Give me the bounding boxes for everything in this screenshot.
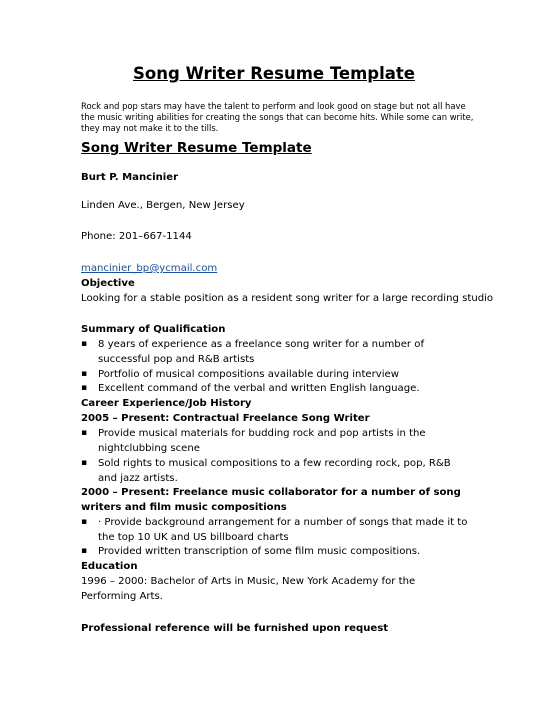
list-item: ▪ Portfolio of musical compositions available during interview (81, 369, 400, 380)
education-text: 1996 – 2000: Bachelor of Arts in Music, New York Academy for the Performing Arts. (81, 576, 416, 602)
phone: Phone: 201–667-1144 (81, 231, 192, 242)
candidate-name: Burt P. Mancinier (81, 172, 179, 183)
list-item: ▪ Provided written transcription of some film music compositions. (81, 546, 421, 557)
list-item: ▪ Provide musical materials for budding rock and pop artists in the nightclubbing scene (81, 428, 426, 454)
job-title: 2000 – Present: Freelance music collaborator for a number of song (81, 487, 461, 498)
intro-paragraph: Rock and pop stars may have the talent to perform and look good on stage but not all have the music writing abilities for creating the songs that can become hits. While some can write, they may not make it to the tills. (81, 101, 474, 133)
page-title: Song Writer Resume Template (133, 64, 415, 83)
bullet-icon: ▪ (81, 383, 88, 393)
job-title: 2005 – Present: Contractual Freelance Song Writer (81, 413, 370, 424)
bullet-icon: ▪ (81, 428, 88, 438)
list-item: ▪ Sold rights to musical compositions to a few recording rock, pop, R&B and jazz artists. (81, 458, 451, 484)
objective-heading: Objective (81, 278, 135, 289)
bullet-icon: ▪ (81, 369, 88, 379)
references-note: Professional reference will be furnished upon request (81, 623, 389, 634)
email-link[interactable]: mancinier_bp@ycmail.com (81, 263, 218, 274)
qualifications-heading: Summary of Qualification (81, 324, 226, 335)
education-heading: Education (81, 561, 138, 572)
career-heading: Career Experience/Job History (81, 398, 252, 409)
bullet-icon: ▪ (81, 546, 88, 556)
list-item: ▪ 8 years of experience as a freelance song writer for a number of successful pop and R&B artists (81, 339, 425, 365)
list-item: ▪ Excellent command of the verbal and written English language. (81, 383, 420, 394)
list-item: ▪ · Provide background arrangement for a number of songs that made it to the top 10 UK and US billboard charts (81, 517, 468, 543)
job-title-continued: writers and film music compositions (81, 502, 287, 513)
objective-text: Looking for a stable position as a resident song writer for a large recording studio (81, 293, 494, 304)
bullet-icon: ▪ (81, 458, 88, 468)
bullet-icon: ▪ (81, 517, 88, 527)
bullet-icon: ▪ (81, 339, 88, 349)
section-title: Song Writer Resume Template (81, 140, 312, 156)
address: Linden Ave., Bergen, New Jersey (81, 200, 245, 211)
